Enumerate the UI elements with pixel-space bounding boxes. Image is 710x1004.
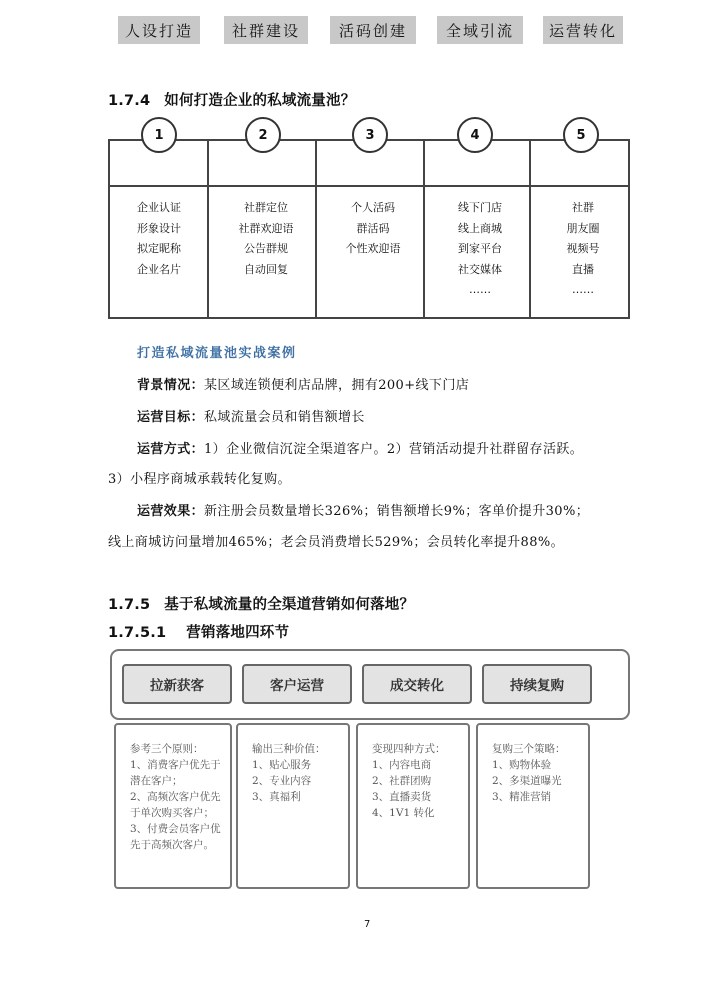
ring-detail-line: 2、社群团购 bbox=[372, 775, 432, 787]
ring-detail bbox=[114, 723, 232, 889]
step-item: …… bbox=[572, 283, 594, 296]
ring-title: 持续复购 bbox=[482, 664, 592, 704]
ring-detail-line: 2、专业内容 bbox=[252, 775, 312, 787]
step-item: 社群定位 bbox=[244, 201, 288, 214]
section-heading-175 bbox=[108, 593, 414, 614]
step-item: 个人活码 bbox=[351, 201, 395, 214]
case-goal bbox=[137, 406, 365, 425]
step-item: …… bbox=[469, 283, 491, 296]
step-items bbox=[543, 198, 623, 301]
step-item: 到家平台 bbox=[458, 242, 502, 255]
ring-detail-line: 于单次购买客户； bbox=[130, 807, 214, 819]
step-item: 线下门店 bbox=[458, 201, 502, 214]
step-item: 社群欢迎语 bbox=[238, 221, 294, 235]
step-items bbox=[437, 198, 523, 301]
step-title: 社群建设 bbox=[224, 16, 308, 44]
step-items bbox=[330, 198, 416, 260]
column-divider bbox=[207, 141, 209, 317]
step-number-badge: 5 bbox=[563, 117, 599, 153]
step-item: 公告群规 bbox=[244, 242, 288, 255]
step-item: 企业认证 bbox=[137, 201, 181, 214]
ring-title: 成交转化 bbox=[362, 664, 472, 704]
ring-detail-line: 3、付费会员客户优 bbox=[130, 823, 221, 835]
step-items bbox=[224, 198, 308, 280]
section-number: 1.7.4 bbox=[108, 93, 151, 109]
column-divider bbox=[529, 141, 531, 317]
goal-label: 运营目标： bbox=[137, 410, 205, 425]
step-item: 企业名片 bbox=[137, 262, 181, 276]
ring-detail-line: 输出三种价值： bbox=[252, 743, 326, 755]
step-number-badge: 1 bbox=[141, 117, 177, 153]
ring-detail-line: 1、消费客户优先于 bbox=[130, 759, 221, 771]
step-number-badge: 3 bbox=[352, 117, 388, 153]
section-title: 基于私域流量的全渠道营销如何落地？ bbox=[164, 597, 415, 613]
case-background bbox=[137, 374, 469, 393]
section-title: 营销落地四环节 bbox=[186, 625, 290, 641]
step-items bbox=[118, 198, 200, 280]
case-title: 打造私域流量池实战案例 bbox=[137, 346, 297, 361]
step-item: 个性欢迎语 bbox=[345, 242, 401, 255]
method-text: 1）企业微信沉淀全渠道客户。2）营销活动提升社群留存活跃。 bbox=[204, 442, 584, 457]
ring-detail bbox=[356, 723, 470, 889]
step-item: 视频号 bbox=[566, 242, 600, 255]
section-number: 1.7.5 bbox=[108, 597, 151, 613]
step-number-badge: 4 bbox=[457, 117, 493, 153]
ring-title: 拉新获客 bbox=[122, 664, 232, 704]
ring-detail bbox=[236, 723, 350, 889]
ring-detail bbox=[476, 723, 590, 889]
background-text: 某区域连锁便利店品牌，拥有200+线下门店 bbox=[204, 378, 470, 393]
step-item: 自动回复 bbox=[244, 262, 288, 276]
ring-detail-line: 1、内容电商 bbox=[372, 759, 432, 771]
ring-detail-line: 3、真福利 bbox=[252, 791, 301, 803]
case-method bbox=[137, 438, 583, 457]
step-title: 全域引流 bbox=[437, 16, 523, 44]
step-item: 群活码 bbox=[356, 221, 390, 235]
step-item: 拟定昵称 bbox=[137, 242, 181, 255]
ring-detail-line: 变现四种方式： bbox=[372, 743, 446, 755]
step-item: 形象设计 bbox=[137, 221, 181, 235]
step-number-badge: 2 bbox=[245, 117, 281, 153]
section-heading-174 bbox=[108, 89, 355, 110]
effect-text: 新注册会员数量增长326%；销售额增长9%；客单价提升30%； bbox=[204, 504, 590, 519]
step-title: 活码创建 bbox=[330, 16, 416, 44]
ring-detail-line: 3、直播卖货 bbox=[372, 791, 432, 803]
ring-detail-line: 1、贴心服务 bbox=[252, 759, 312, 771]
step-item: 直播 bbox=[572, 262, 594, 276]
method-label: 运营方式： bbox=[137, 442, 205, 457]
goal-text: 私域流量会员和销售额增长 bbox=[204, 410, 365, 425]
section-heading-1751 bbox=[108, 621, 289, 642]
ring-detail-line: 潜在客户； bbox=[130, 775, 183, 787]
section-title: 如何打造企业的私域流量池？ bbox=[164, 93, 356, 109]
ring-detail-line: 参考三个原则： bbox=[130, 743, 204, 755]
column-divider bbox=[423, 141, 425, 317]
ring-detail-line: 先于高频次客户。 bbox=[130, 839, 214, 851]
step-item: 朋友圈 bbox=[566, 221, 600, 235]
ring-detail-line: 4、1V1 转化 bbox=[372, 807, 435, 819]
ring-detail-line: 3、精准营销 bbox=[492, 791, 552, 803]
ring-detail-line: 2、多渠道曝光 bbox=[492, 775, 562, 787]
page-number: 7 bbox=[364, 919, 371, 930]
step-item: 线上商城 bbox=[458, 221, 502, 235]
ring-detail-line: 1、购物体验 bbox=[492, 759, 552, 771]
case-effect-continued: 线上商城访问量增加465%；老会员消费增长529%；会员转化率提升88%。 bbox=[108, 535, 565, 550]
step-item: 社群 bbox=[572, 201, 594, 214]
column-divider bbox=[315, 141, 317, 317]
background-label: 背景情况： bbox=[137, 378, 205, 393]
ring-detail-line: 2、高频次客户优先 bbox=[130, 791, 221, 803]
case-method-continued: 3）小程序商城承载转化复购。 bbox=[108, 472, 291, 487]
case-effect bbox=[137, 500, 589, 519]
ring-title: 客户运营 bbox=[242, 664, 352, 704]
step-title: 运营转化 bbox=[543, 16, 623, 44]
ring-detail-line: 复购三个策略： bbox=[492, 743, 566, 755]
step-item: 社交媒体 bbox=[458, 262, 502, 276]
step-title: 人设打造 bbox=[118, 16, 200, 44]
section-number: 1.7.5.1 bbox=[108, 625, 167, 641]
effect-label: 运营效果： bbox=[137, 504, 205, 519]
